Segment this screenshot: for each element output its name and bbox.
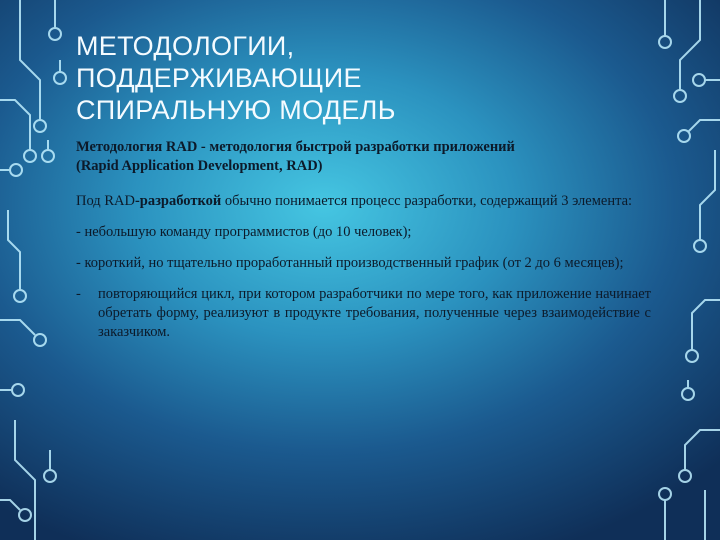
intro-term-bold: -разработкой [134, 193, 222, 209]
subtitle [76, 138, 651, 176]
intro-prefix: Под [76, 193, 105, 209]
list-item-3 [76, 285, 651, 342]
subtitle-line-1: Методология RAD - методология быстрой разработки приложений [76, 139, 515, 155]
list-item-1: - небольшую команду программистов (до 10 человек); [76, 224, 412, 240]
intro-paragraph [76, 192, 651, 211]
list-item-3-dash: - [76, 286, 81, 302]
intro-rest: обычно понимается процесс разработки, содержащий 3 элемента: [221, 193, 633, 209]
title-line-2: ПОДДЕРЖИВАЮЩИЕ [76, 63, 362, 93]
list-item-2: - короткий, но тщательно проработанный производственный график (от 2 до 6 месяцев); [76, 255, 624, 271]
intro-term: RAD [104, 193, 135, 209]
slide-content [76, 138, 651, 342]
subtitle-line-2: (Rapid Application Development, RAD) [76, 158, 323, 174]
list-item-3-text: повторяющийся цикл, при котором разработчики по мере того, как приложение начинает обретать форму, реализуют в продукте требования, полученные через взаимодействие с заказчиком. [98, 286, 651, 340]
slide-title [76, 30, 556, 126]
title-line-1: МЕТОДОЛОГИИ, [76, 31, 295, 61]
title-line-3: СПИРАЛЬНУЮ МОДЕЛЬ [76, 95, 396, 125]
